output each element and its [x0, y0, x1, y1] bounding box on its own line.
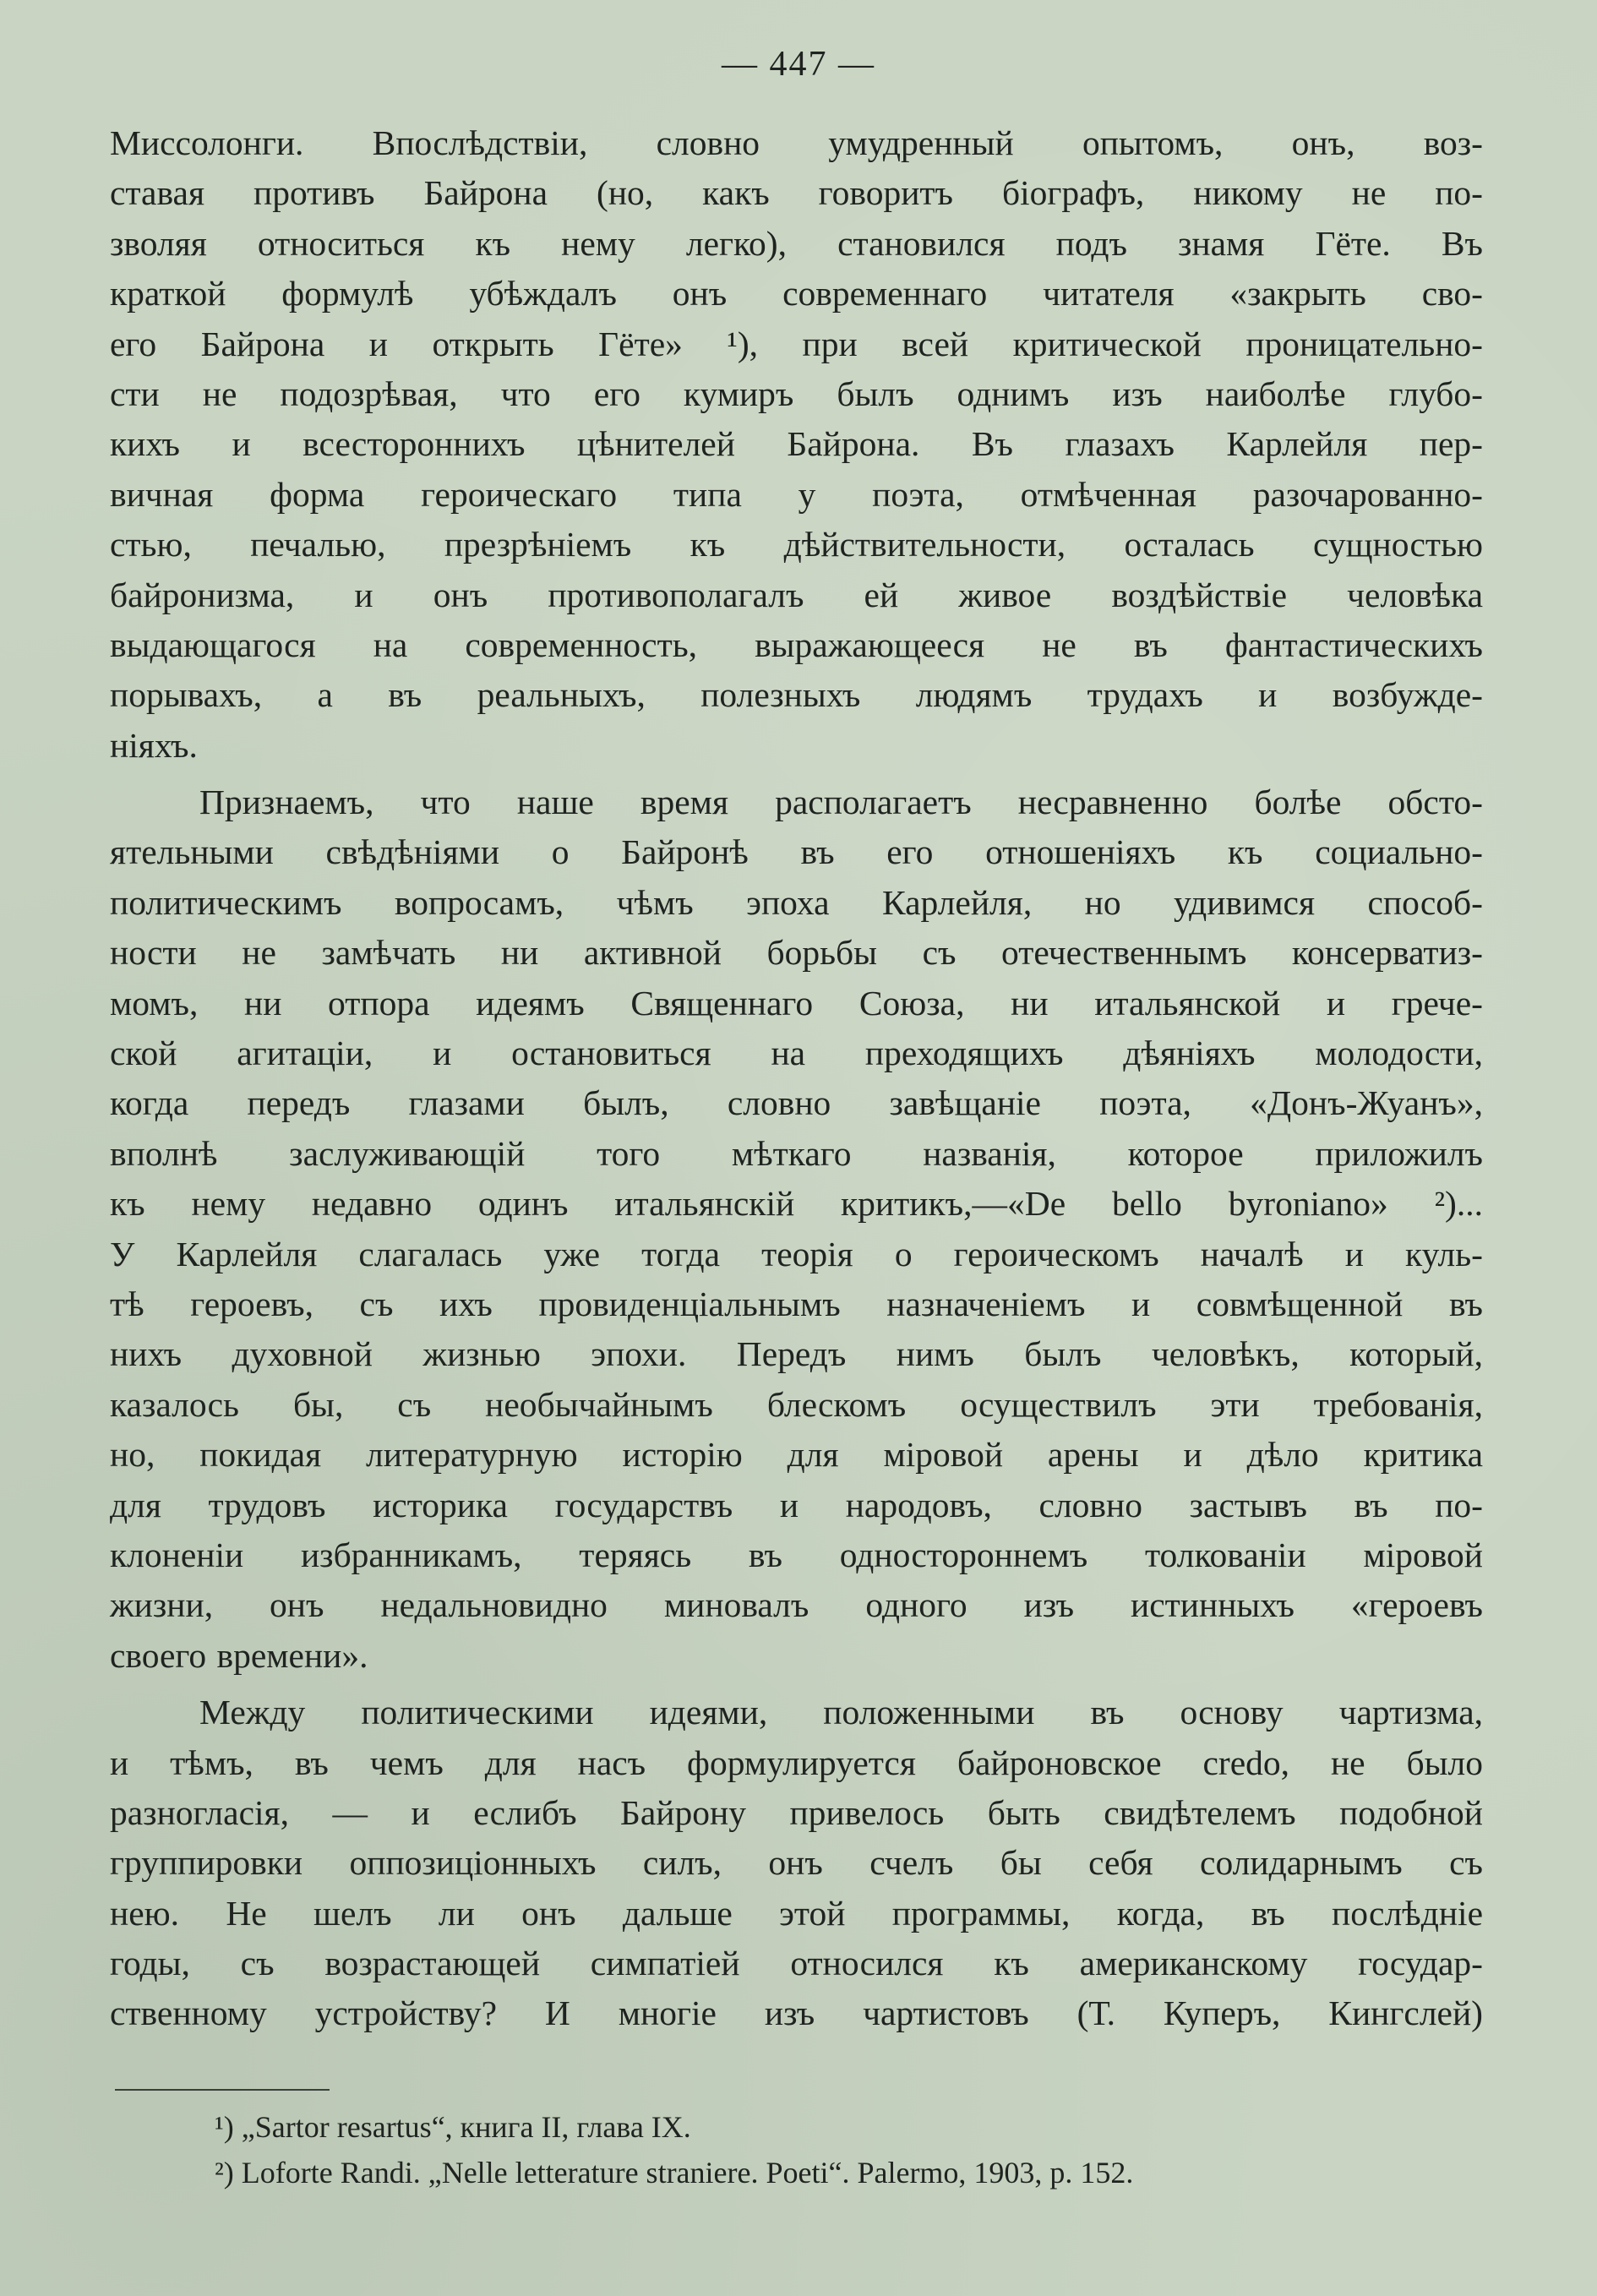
text-line: когда передъ глазами былъ, словно завѣщаніе поэта, «Донъ-Жуанъ»,: [110, 1083, 1483, 1123]
text-line: Между политическими идеями, положенными въ основу чартизма,: [199, 1693, 1483, 1732]
text-line: зволяя относиться къ нему легко), становился подъ знамя Гёте. Въ: [110, 223, 1483, 263]
text-line: и тѣмъ, въ чемъ для насъ формулируется байроновское credo, не было: [110, 1742, 1483, 1782]
text-line: ніяхъ.: [110, 725, 198, 765]
text-line: байронизма, и онъ противополагалъ ей живое воздѣйствіе человѣка: [110, 575, 1483, 614]
text-line: клоненіи избранникамъ, теряясь въ одностороннемъ толкованіи міровой: [110, 1535, 1483, 1574]
text-line: нею. Не шелъ ли онъ дальше этой программы, когда, въ послѣдніе: [110, 1893, 1483, 1933]
footnotes: [215, 2104, 1482, 2195]
paragraph-1: [110, 118, 1483, 771]
text-line: кихъ и всестороннихъ цѣнителей Байрона. Въ глазахъ Карлейля пер-: [110, 424, 1483, 464]
text-line: разногласія, — и еслибъ Байрону привелось быть свидѣтелемъ подобной: [110, 1792, 1483, 1832]
text-line: политическимъ вопросамъ, чѣмъ эпоха Карлейля, но удивимся способ-: [110, 882, 1483, 922]
text-line: къ нему недавно одинъ итальянскій критикъ,—«De bello byroniano» ²)...: [110, 1184, 1483, 1224]
text-line: нихъ духовной жизнью эпохи. Передъ нимъ былъ человѣкъ, который,: [110, 1334, 1483, 1374]
text-line: но, покидая литературную исторію для міровой арены и дѣло критика: [110, 1435, 1483, 1475]
text-line: стью, печалью, презрѣніемъ къ дѣйствительности, осталась сущностью: [110, 525, 1483, 564]
text-line: ской агитаціи, и остановиться на преходящихъ дѣяніяхъ молодости,: [110, 1033, 1483, 1073]
text-line: годы, съ возрастающей симпатіей относился къ американскому государ-: [110, 1944, 1483, 1983]
text-line: группировки оппозиціонныхъ силъ, онъ счелъ бы себя солидарнымъ съ: [110, 1843, 1483, 1883]
text-line: краткой формулѣ убѣждалъ онъ современнаго читателя «закрыть сво-: [110, 274, 1483, 314]
text-line: ставая противъ Байрона (но, какъ говоритъ біографъ, никому не по-: [110, 173, 1483, 213]
footnote-1: ¹) „Sartor resartus“, книга II, глава IX.: [215, 2110, 691, 2144]
text-line: Признаемъ, что наше время располагаетъ несравненно болѣе обсто-: [199, 783, 1483, 822]
text-line: тѣ героевъ, съ ихъ провиденціальнымъ назначеніемъ и совмѣщенной въ: [110, 1284, 1483, 1323]
text-line: момъ, ни отпора идеямъ Священнаго Союза, ни итальянской и грече-: [110, 983, 1483, 1023]
text-line: ности не замѣчать ни активной борьбы съ отечественнымъ консерватиз-: [110, 933, 1483, 973]
footnote-2: ²) Loforte Randi. „Nelle letterature straniere. Poeti“. Palermo, 1903, p. 152.: [215, 2156, 1134, 2190]
text-line: ственному устройству? И многіе изъ чартистовъ (Т. Куперъ, Кингслей): [110, 1993, 1483, 2033]
text-line: казалось бы, съ необычайнымъ блескомъ осуществилъ эти требованія,: [110, 1384, 1483, 1424]
text-line: жизни, онъ недальновидно миновалъ одного изъ истинныхъ «героевъ: [110, 1585, 1483, 1625]
text-line: для трудовъ историка государствъ и народовъ, словно застывъ въ по-: [110, 1485, 1483, 1524]
text-line: своего времени».: [110, 1635, 368, 1675]
text-line: У Карлейля слагалась уже тогда теорія о героическомъ началѣ и куль-: [110, 1234, 1483, 1273]
page-number: — 447 —: [722, 45, 875, 84]
text-line: его Байрона и открыть Гёте» ¹), при всей критической проницательно-: [110, 324, 1483, 363]
text-line: Миссолонги. Впослѣдствіи, словно умудренный опытомъ, онъ, воз-: [110, 123, 1483, 162]
text-line: ятельными свѣдѣніями о Байронѣ въ его отношеніяхъ къ социально-: [110, 832, 1483, 872]
paragraph-3: [110, 1688, 1483, 2039]
body-text: [110, 118, 1483, 2039]
footnote-divider: [115, 2089, 330, 2091]
text-line: порывахъ, а въ реальныхъ, полезныхъ людямъ трудахъ и возбужде-: [110, 675, 1483, 715]
text-line: вичная форма героическаго типа у поэта, отмѣченная разочарованно-: [110, 474, 1483, 514]
paragraph-2: [110, 777, 1483, 1681]
text-line: сти не подозрѣвая, что его кумиръ былъ однимъ изъ наиболѣе глубо-: [110, 374, 1483, 413]
text-line: вполнѣ заслуживающій того мѣткаго названія, которое приложилъ: [110, 1133, 1483, 1173]
text-line: выдающагося на современность, выражающееся не въ фантастическихъ: [110, 624, 1483, 664]
